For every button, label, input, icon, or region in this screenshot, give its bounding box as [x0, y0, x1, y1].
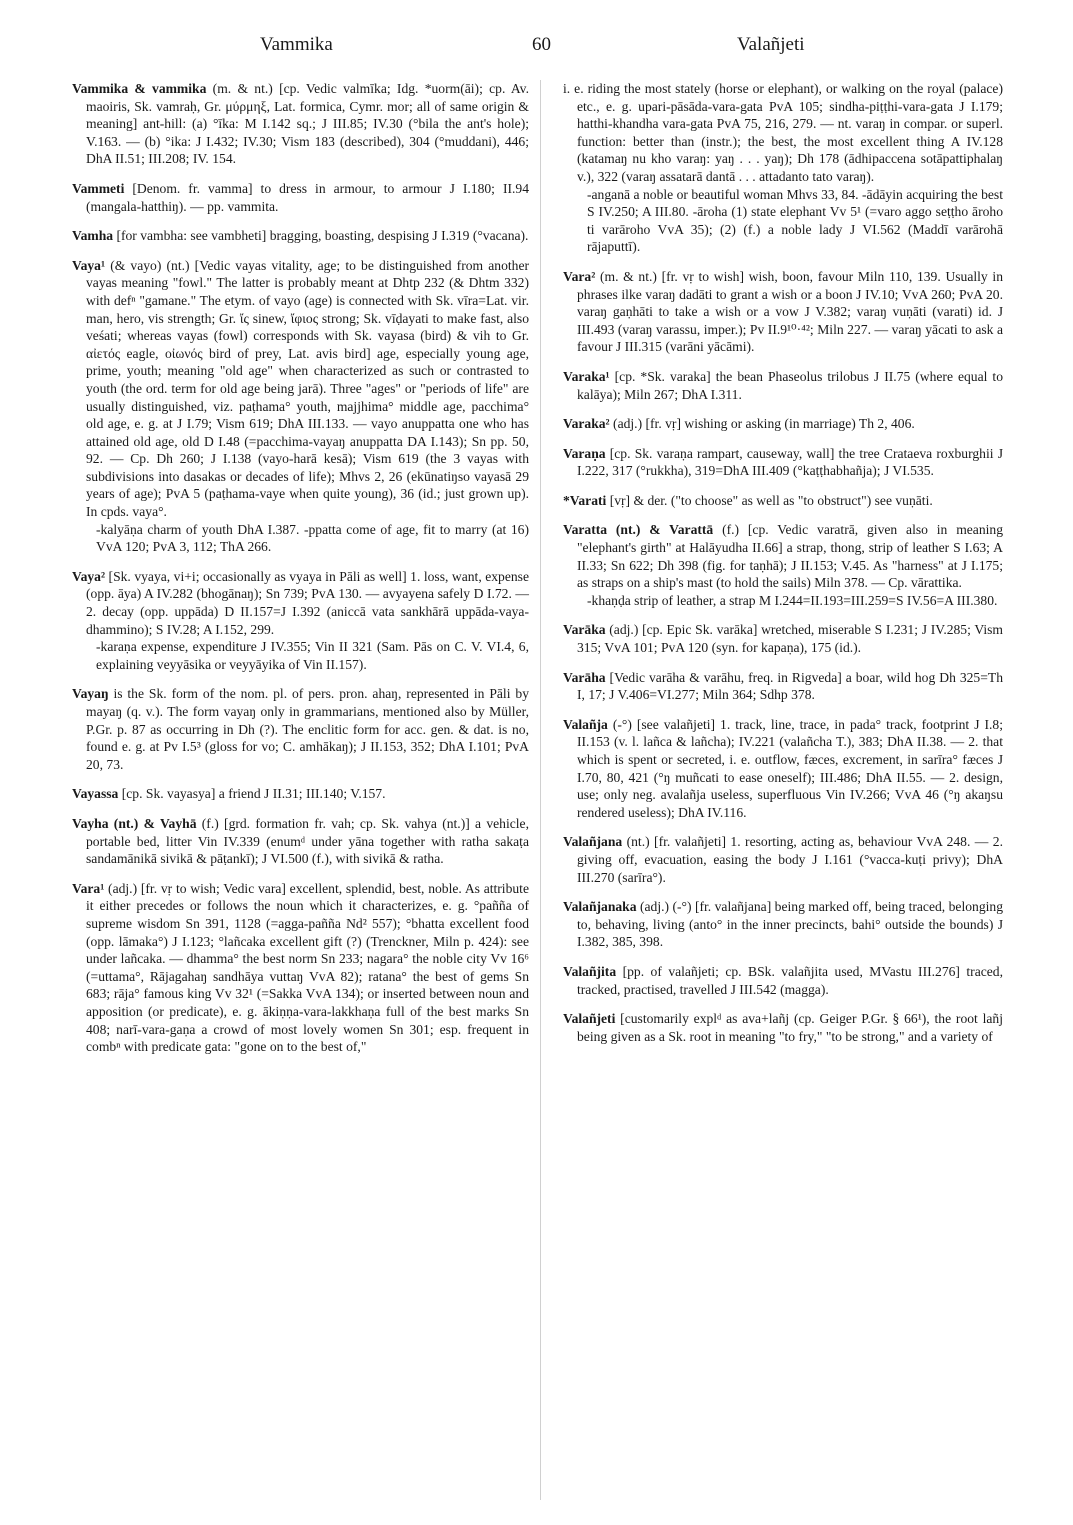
- entry-text: (m. & nt.) [cp. Vedic valmīka; Idg. *uorm(āi); cp. Av. maoiris, Sk. vamraḥ, Gr. μύρμηξ, Lat. formica, Cymr. mor; all of same origin & meaning] ant-hill: (a) °īka: M I.142 sq.; J III.85; IV.30 (°bila the ant's hole); V.163. — (b) °ika: J I.432; IV.30; Vism 183 (described), 304 (°muddani), 446; DhA II.51; III.208; IV. 154.: [86, 81, 529, 167]
- entry-text: [Vedic varāha & varāhu, freq. in Rigveda] a boar, wild hog Dh 325=Th I, 17; J V.406=VI.277; Miln 364; Sdhp 378.: [577, 669, 1003, 703]
- entry-headword: Vaya¹: [72, 257, 106, 273]
- entry-compound: -kalyāṇa charm of youth DhA I.387. -ppatta come of age, fit to marry (at 16) VvA 120; PvA 3, 112; ThA 266.: [96, 521, 529, 555]
- dictionary-entry: [563, 898, 1003, 951]
- entry-headword: Vara¹: [72, 880, 105, 896]
- entry-headword: Vayha (nt.) & Vayhā: [72, 815, 197, 831]
- dictionary-entry: [72, 257, 529, 556]
- entry-headword: Vammeti: [72, 180, 125, 196]
- entry-headword: Varāha: [563, 669, 606, 685]
- entry-text: [Sk. vyaya, vi+i; occasionally as vyaya in Pāli as well] 1. loss, want, expense (opp. āya) A IV.282 (bhogānaŋ); Sn 739; PvA 130. — avyayena safely D I.72. — 2. decay (opp. uppāda) D II.157=J I.392 (aniccā vata sankhārā uppāda-vaya-dhammino); S IV.28; A I.152, 299.: [86, 568, 529, 637]
- entry-headword: Varaka²: [563, 416, 610, 432]
- entry-headword: Vayaŋ: [72, 686, 109, 702]
- entry-text: [cp. *Sk. varaka] the bean Phaseolus trilobus J II.75 (where equal to kalāya); Miln 267; DhA I.311.: [577, 368, 1003, 402]
- entry-headword: Varāka: [563, 622, 606, 638]
- dictionary-entry: [72, 80, 529, 168]
- entry-compound: -karaṇa expense, expenditure J IV.355; Vin II 321 (Sam. Pās on C. V. VI.4, 6, explaining veyyāsika or veyyāyika of Vin II.157).: [96, 639, 529, 672]
- dictionary-entry: [72, 227, 529, 245]
- entry-text: is the Sk. form of the nom. pl. of pers. pron. ahaŋ, represented in Pāli by mayaŋ (q. v.). The form vayaŋ only in grammarians, mentioned also by Müller, P.Gr. p. 87 as occurring in Dh (?). The enclitic form for acc. gen. & dat. is no, found e. g. at Pv I.5³ (gloss for vo; C. amhākaŋ); J II.153, 352; DhA I.101; PvA 20, 73.: [86, 686, 529, 772]
- entry-text: (-°) [see valañjeti] 1. track, line, trace, in pada° track, footprint J I.8; II.153 (v. l. lañca & lañcha); IV.221 (valañcha T.), 383; DhA II.38. — 2. that which is spent or secreted, i. e. outflow, fæces, excrement, in sarīra° fæces J I.70, 80, 421 (°ŋ muñcati to ease oneself); III.486; DhA II.55. — 2. design, use; only neg. avalañja useless, superfluous Vin IV.266; VvA 46 (°ŋ akaŋsu rendered useless); DhA IV.116.: [577, 716, 1003, 820]
- entry-text: (f.) [grd. formation fr. vah; cp. Sk. vahya (nt.)] a vehicle, portable bed, litter Vin IV.339 (enumᵈ under yāna together with ratha sakaṭa sandamānikā sivikā & pāṭankī); J VI.500 (f.), with sivikā & ratha.: [86, 815, 529, 867]
- entry-text: [vṛ] & der. ("to choose" as well as "to obstruct") see vuṇāti.: [606, 492, 933, 508]
- dictionary-entry: [563, 80, 1003, 256]
- entry-headword: Valañjeti: [563, 1011, 616, 1027]
- page-number: 60: [532, 34, 551, 55]
- entry-text: (adj.) [fr. vṛ] wishing or asking (in marriage) Th 2, 406.: [609, 416, 915, 432]
- dictionary-entry: [563, 415, 1003, 433]
- entry-headword: Varatta (nt.) & Varattā: [563, 522, 714, 538]
- dictionary-entry: [563, 716, 1003, 822]
- entry-headword: Valañjana: [563, 834, 623, 850]
- dictionary-entry: [563, 621, 1003, 656]
- entry-headword: Vara²: [563, 268, 596, 284]
- entry-headword: Vammika & vammika: [72, 81, 207, 96]
- entry-text: [customarily explᵈ as ava+lañj (cp. Geiger P.Gr. § 66¹), the root lañj being given as a Sk. root in meaning "to fry," "to be strong," and a variety of: [577, 1011, 1003, 1044]
- columns: [72, 80, 1003, 1068]
- dictionary-entry: [72, 180, 529, 215]
- dictionary-entry: [72, 815, 529, 868]
- column-divider: [540, 80, 541, 1500]
- entry-text: (& vayo) (nt.) [Vedic vayas vitality, age; to be distinguished from another vayas meaning "fowl." The latter is probably meant at Dhtp 232 (& Dhtm 332) with defⁿ "gamane." The etym. of vayo (age) is connected with Sk. vīra=Lat. vir. man, hero, vis strength; Gr. ἴς sinew, ἴφιος strong; Sk. vīḍayati to make fast, also veśati; whereas vayas (fowl) corresponds with Sk. vayasa (bird) & vih to Gr. αἰετός eagle, οἰωνός bird of prey, Lat. avis bird] age, especially young age, prime, youth; meaning "old age" when characterized as such or contrasted to youth (the ord. term for old age being jarā). Three "ages" or "periods of life" are usually distinguished, viz. paṭhama° youth, majjhima° middle age, pacchima° old age, e. g. at J I.79; Vism 619; DhA III.133. — vayo anuppatta one who has attained old age, old D I.48 (=pacchima-vayaŋ anuppatta DA I.143); Sn pp. 50, 92. — Cp. Dh 260; J I.138 (vayo-harā kesā); Vism 619 (the 3 vayas with subdivisions into dasakas or decades of life); Mhvs 2, 26 (ekūnatiŋso vayasā 29 years of age); PvA 5 (paṭhama-vaye when quite young), 36 (id.; just grown up). In cpds. vaya°.: [86, 257, 529, 520]
- entry-text: [for vambha: see vambheti] bragging, boasting, despising J I.319 (°vacana).: [113, 228, 529, 244]
- dictionary-entry: [563, 445, 1003, 480]
- entry-compound: -khaṇḍa strip of leather, a strap M I.244=II.193=III.259=S IV.56=A III.380.: [587, 592, 998, 608]
- entry-text: (nt.) [fr. valañjeti] 1. resorting, acting as, behaviour VvA 248. — 2. giving off, evacuation, easing the body J I.161 (°vacca-kuṭi privy); DhA III.270 (sarīra°).: [577, 834, 1003, 885]
- page-header: [72, 30, 1003, 70]
- dictionary-entry: [563, 1010, 1003, 1045]
- entry-headword: Vamha: [72, 228, 114, 244]
- entry-headword: Vaya²: [72, 568, 106, 584]
- header-right-guideword: Valañjeti: [737, 34, 805, 55]
- right-column: [563, 80, 1003, 1068]
- dictionary-entry: [72, 785, 529, 803]
- entry-text: (f.) [cp. Vedic varatrā, given also in meaning "elephant's girth" at Halāyudha II.66] a strap, thong, strip of leather S I.63; A II.33; Sn 622; Dh 398 (fig. for taṇhā); J II.153; V.45. As "harness" at J I.175; as straps on a ship's mast (to hold the sails) Miln 378. — Cp. vārattika.: [577, 522, 1004, 591]
- entry-headword: Valañja: [563, 716, 608, 732]
- dictionary-entry: [563, 268, 1003, 356]
- dictionary-entry: [72, 685, 529, 773]
- dictionary-entry: [72, 880, 529, 1056]
- entry-headword: Vayassa: [72, 786, 119, 802]
- entry-headword: *Varati: [563, 492, 607, 508]
- entry-text: (adj.) (-°) [fr. valañjana] being marked off, being traced, belonging to, behaving, living (anto° in the inner precincts, bahi° outside the bounds) J I.382, 385, 398.: [577, 899, 1003, 950]
- entry-compound: -anganā a noble or beautiful woman Mhvs 33, 84. -ādāyin acquiring the best S IV.250; A III.80. -āroha (1) state elephant Vv 5¹ (=varo aggo seṭṭho āroho ti varāroho VvA 35); (2) (f.) a noble lady J VI.562 (Maddī varārohā rājaputtī).: [587, 186, 1003, 255]
- entry-headword: Valañjita: [563, 963, 617, 979]
- entry-text: [pp. of valañjeti; cp. BSk. valañjita used, MVastu III.276] traced, tracked, practised, travelled J III.542 (magga).: [577, 963, 1003, 997]
- entry-text: [Denom. fr. vamma] to dress in armour, to armour J I.180; II.94 (mangala-hatthiŋ). — pp. vammita.: [86, 180, 529, 214]
- dictionary-entry: [563, 521, 1003, 609]
- entry-headword: Valañjanaka: [563, 899, 637, 915]
- dictionary-entry: [563, 669, 1003, 704]
- entry-text: (adj.) [cp. Epic Sk. varāka] wretched, miserable S I.231; J IV.285; Vism 315; VvA 101; PvA 120 (syn. for kapaṇa), 175 (id.).: [577, 622, 1003, 656]
- dictionary-entry: [563, 368, 1003, 403]
- dictionary-entry: [563, 963, 1003, 998]
- left-column: [72, 80, 529, 1068]
- dictionary-entry: [563, 833, 1003, 886]
- entry-text: (m. & nt.) [fr. vṛ to wish] wish, boon, favour Miln 110, 139. Usually in phrases ilke varaŋ dadāti to grant a wish or a boon J IV.10; VvA 260; PvA 20. varaŋ gaṇhāti to take a wish or a vow J V.382; varaŋ vuṇāti (varati) id. J III.493 (varaŋ varassu, imper.); Pv II.9¹⁰·⁴²; Miln 227. — varaŋ yācati to ask a favour J III.315 (varāni yācāmi).: [577, 268, 1003, 355]
- entry-headword: Varaka¹: [563, 368, 610, 384]
- entry-text: i. e. riding the most stately (horse or elephant), or walking on the royal (palace) etc., e. g. upari-pāsāda-vara-gata PvA 105; sindha-piṭṭhi-vara-gata J I.179; hatthi-khandha vara-gata PvA 75, 216, 279. — nt. varaŋ in compar. or superl. function: better than (instr.); the best, the most excellent thing A IV.128 (katamaŋ nu kho varaŋ: yaŋ . . . yaŋ); Dh 178 (ādhipaccena sotāpattiphalaŋ v.), 322 (varaŋ assatarā dantā . . . attadanto tato varaŋ).: [563, 81, 1003, 184]
- header-left-guideword: Vammika: [260, 34, 333, 55]
- dictionary-entry: [72, 568, 529, 674]
- entry-text: [cp. Sk. varaṇa rampart, causeway, wall] the tree Crataeva roxburghii J I.222, 317 (°rukkha), 319=DhA III.409 (°kaṭṭhabhañja); J VI.535.: [577, 445, 1003, 479]
- entry-text: [cp. Sk. vayasya] a friend J II.31; III.140; V.157.: [118, 786, 386, 802]
- entry-text: (adj.) [fr. vṛ to wish; Vedic vara] excellent, splendid, best, noble. As attribute it either precedes or follows the noun which it characterizes, e. g. °pañña of supreme wisdom Sn 391, 1128 (=agga-pañña Nd² 557); °bhatta excellent food (opp. lāmaka°) J I.123; °lañcaka excellent gift (?) (Trenckner, Miln p. 424): see under lañcaka. — dhamma° the best norm Sn 233; nagara° the noble city Vv 16⁶ (=uttama°, Rājagahaŋ sandhāya vuttaŋ VvA 82); ratana° the best of gems Sn 683; rāja° famous king Vv 32¹ (=Sakka VvA 134); or inserted between noun and apposition (or predicate), e. g. ākiṇṇa-vara-lakkhaṇa full of the best marks Sn 408; narī-vara-gaṇa a crowd of most lovely women Sn 301; esp. frequent in combⁿ with predicate gata: "gone on to the best of,": [86, 880, 529, 1055]
- dictionary-entry: [563, 492, 1003, 510]
- entry-headword: Varaṇa: [563, 445, 606, 461]
